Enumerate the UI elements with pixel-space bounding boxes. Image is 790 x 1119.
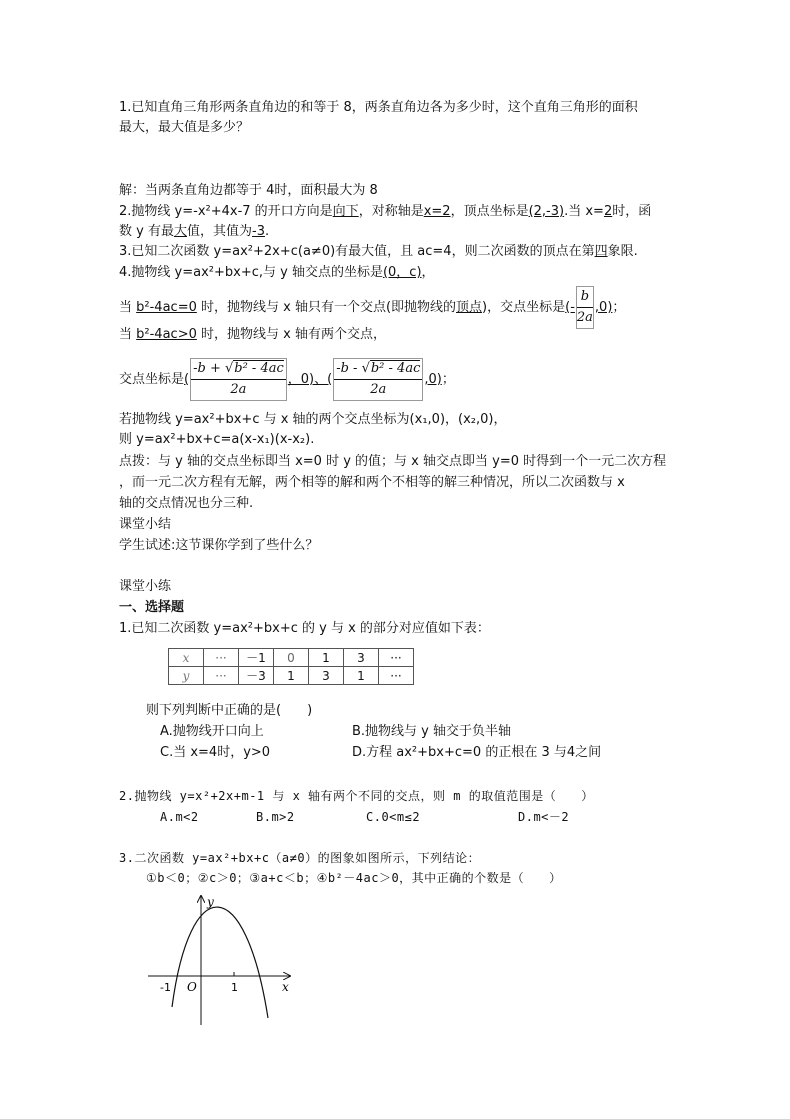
table-row-x bbox=[169, 649, 414, 667]
q1-line1: 1.已知直角三角形两条直角边的和等于 8，两条直角边各为多少时，这个直角三角形的面积 bbox=[119, 100, 638, 115]
q3-line: 3.已知二次函数 y=ax²+2x+c(a≠0)有最大值，且 ac=4，则二次函数的顶点在第四象限. bbox=[119, 244, 638, 259]
tick-label-1: 1 bbox=[231, 981, 238, 994]
practice-title: 课堂小练 bbox=[119, 579, 172, 594]
summary-prompt: 学生试述:这节课你学到了些什么？ bbox=[119, 538, 319, 553]
q2-answer-vertex: (2,-3) bbox=[528, 204, 565, 219]
table-cell: 1 bbox=[309, 649, 344, 667]
tip-line1: 点拨：与 y 轴的交点坐标即当 x=0 时 y 的值；与 x 轴交点即当 y=0 时得到一个一元二次方程 bbox=[119, 454, 667, 469]
q4-line4: 交点坐标是( $\frac{\text{-b + √b² - 4ac}}{2a}$ ，0)、( $\frac{\text{-b - √b² - 4ac}}{2a}$ ,0)； bbox=[119, 356, 455, 404]
p1-option-c: C.当 x=4时，y>0 bbox=[160, 745, 271, 760]
section-heading: 一、选择题 bbox=[119, 600, 185, 615]
table-cell: －3 bbox=[239, 667, 274, 685]
table-cell: ··· bbox=[204, 667, 239, 685]
q4-line1: 4.抛物线 y=ax²+bx+c,与 y 轴交点的坐标是(0，c)， bbox=[119, 265, 435, 280]
q1-answer: 解：当两条直角边都等于 4时，面积最大为 8 bbox=[119, 183, 378, 198]
q1-line2: 最大，最大值是多少？ bbox=[119, 120, 250, 135]
table-cell: 0 bbox=[274, 649, 309, 667]
q4-answer-yintercept: (0，c) bbox=[382, 265, 422, 280]
q2-answer-direction: 向下 bbox=[332, 204, 359, 219]
y-axis-label: y bbox=[207, 895, 214, 909]
table-cell: ··· bbox=[379, 667, 414, 685]
q2-answer-max: 大 bbox=[173, 224, 187, 239]
q4-condition-zero: b²-4ac=0 bbox=[136, 300, 197, 315]
table-cell: 3 bbox=[344, 649, 379, 667]
q3-answer-quadrant: 四 bbox=[594, 244, 608, 259]
q4-line3: 当 b²-4ac>0 时，抛物线与 x 轴有两个交点， bbox=[119, 327, 386, 342]
tip-line2: ，而一元二次方程有无解，两个相等的解和两个不相等的解三种情况，所以二次函数与 x bbox=[119, 475, 625, 490]
q4-line5: 若抛物线 y=ax²+bx+c 与 x 轴的两个交点坐标为(x₁,0)，(x₂,0)， bbox=[119, 412, 507, 427]
table-cell: 1 bbox=[344, 667, 379, 685]
q2-line1: 2.抛物线 y=-x²+4x-7 的开口方向是向下，对称轴是x=2，顶点坐标是(2,-3).当 x=2时，函 bbox=[119, 204, 652, 219]
p1-question: 则下列判断中正确的是( ) bbox=[146, 703, 313, 718]
p2-option-d: D.m<－2 bbox=[518, 810, 570, 824]
q2-answer-value: -3 bbox=[252, 224, 265, 239]
q2-answer-axis: x=2 bbox=[423, 204, 451, 219]
summary-title: 课堂小结 bbox=[119, 517, 172, 532]
table-row-y bbox=[169, 667, 414, 685]
q2-answer-x: 2 bbox=[603, 204, 613, 219]
table-header-y: y bbox=[169, 667, 204, 685]
tick-label-neg1: -1 bbox=[160, 981, 171, 994]
q2-line2: 数 y 有最大值，其值为-3. bbox=[119, 224, 270, 239]
p2-option-c: C.0<m≤2 bbox=[366, 810, 421, 824]
table-cell: 3 bbox=[309, 667, 344, 685]
p1-option-d: D.方程 ax²+bx+c=0 的正根在 3 与4之间 bbox=[352, 745, 602, 760]
x-axis-label: x bbox=[282, 980, 289, 994]
vertex-fraction: $\frac{b}{2a}$ bbox=[576, 286, 594, 329]
table-cell: ··· bbox=[379, 649, 414, 667]
parabola-curve bbox=[172, 907, 268, 1018]
root1-fraction: $\frac{\text{-b + √b² - 4ac}}{2a}$ bbox=[190, 358, 287, 401]
q4-line2: 当 b²-4ac=0 时，抛物线与 x 轴只有一个交点(即抛物线的顶点)，交点坐标是(- $\frac{b}{2a}$ ,0)； bbox=[119, 286, 625, 329]
p2-stem: 2.抛物线 y=x²+2x+m-1 与 x 轴有两个不同的交点，则 m 的取值范围是（ ） bbox=[119, 789, 594, 803]
table-cell: ··· bbox=[204, 649, 239, 667]
table-cell: －1 bbox=[239, 649, 274, 667]
p1-option-b: B.抛物线与 y 轴交于负半轴 bbox=[352, 724, 512, 739]
table-cell: 1 bbox=[274, 667, 309, 685]
p3-stem: 3.二次函数 y=ax²+bx+c（a≠0）的图象如图所示，下列结论： bbox=[119, 851, 481, 865]
p1-stem: 1.已知二次函数 y=ax²+bx+c 的 y 与 x 的部分对应值如下表： bbox=[119, 621, 490, 636]
p3-conclusions: ①b＜0；②c＞0；③a+c＜b；④b²－4ac＞0，其中正确的个数是（ ） bbox=[146, 871, 562, 885]
q4-condition-positive: b²-4ac>0 bbox=[136, 327, 197, 342]
table-header-x: x bbox=[169, 649, 204, 667]
p1-option-a: A.抛物线开口向上 bbox=[160, 724, 264, 739]
value-table bbox=[168, 648, 414, 685]
root2-fraction: $\frac{\text{-b - √b² - 4ac}}{2a}$ bbox=[333, 358, 423, 401]
q4-line6: 则 y=ax²+bx+c=a(x-x₁)(x-x₂). bbox=[119, 432, 315, 447]
p2-option-a: A.m<2 bbox=[160, 810, 199, 824]
p2-option-b: B.m>2 bbox=[256, 810, 295, 824]
parabola-graph bbox=[140, 890, 300, 1030]
origin-label: O bbox=[187, 980, 197, 994]
tip-line3: 轴的交点情况也分三种. bbox=[119, 496, 254, 511]
